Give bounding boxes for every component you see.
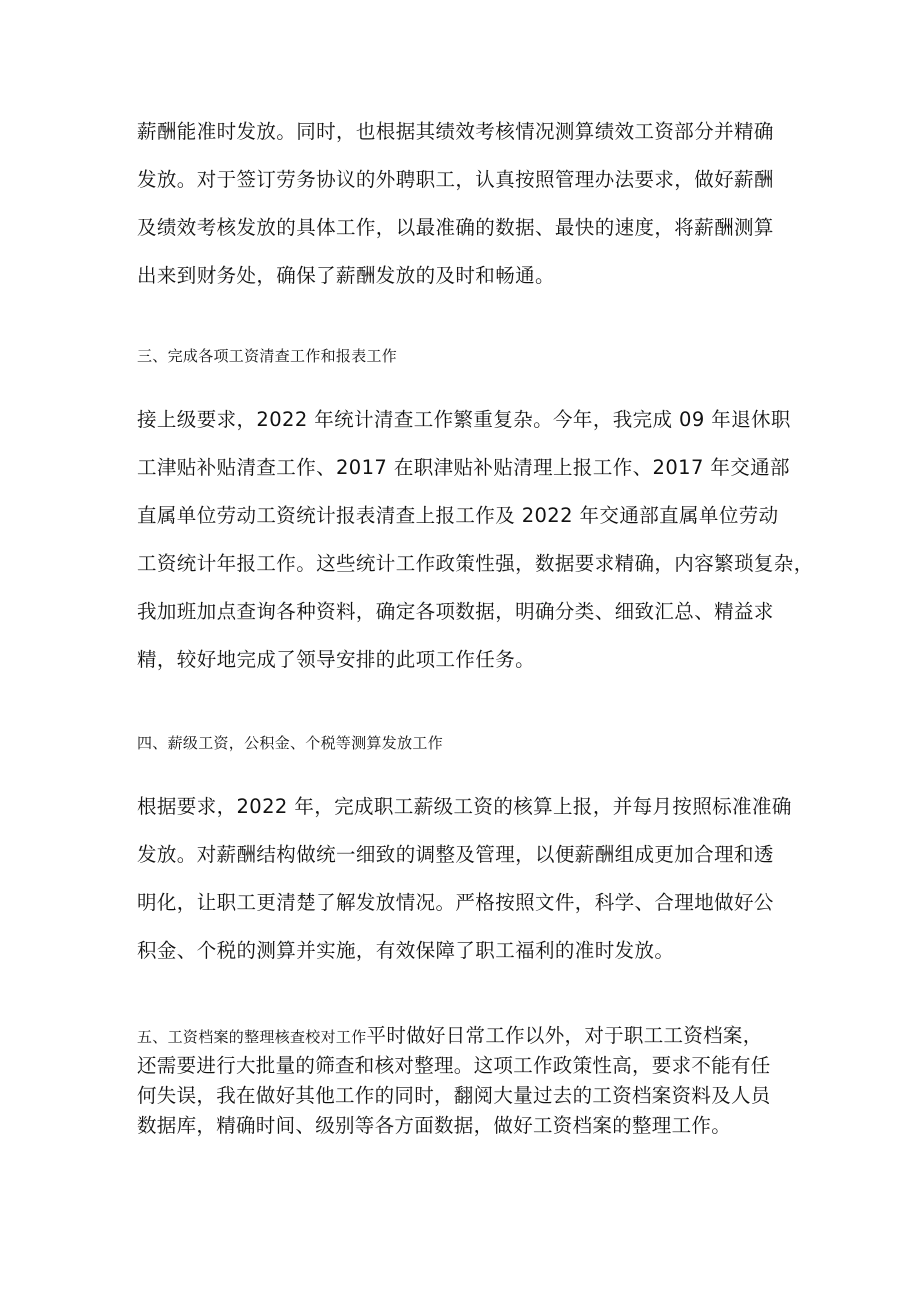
text-line: 直属单位劳动工资统计报表清查上报工作及 2022 年交通部直属单位劳动 xyxy=(137,504,779,527)
text-line: 出来到财务处，确保了薪酬发放的及时和畅通。 xyxy=(137,264,555,287)
text-line: 精，较好地完成了领导安排的此项工作任务。 xyxy=(137,648,536,671)
text-line: 数据库，精确时间、级别等各方面数据，做好工资档案的整理工作。 xyxy=(137,1114,732,1137)
text-line: 及绩效考核发放的具体工作，以最准确的数据、最快的速度，将薪酬测算 xyxy=(137,216,774,239)
text-line: 还需要进行大批量的筛查和核对整理。这项工作政策性高，要求不能有任 xyxy=(137,1054,771,1077)
text-line xyxy=(137,1021,787,1051)
section-5-first-line: 平时做好日常工作以外，对于职工工资档案， xyxy=(366,1024,763,1047)
text-line: 薪酬能准时发放。同时，也根据其绩效考核情况测算绩效工资部分并精确 xyxy=(137,120,774,143)
section-5-body xyxy=(137,1021,787,1141)
section-3-body xyxy=(137,396,814,684)
text-line: 根据要求，2022 年，完成职工薪级工资的核算上报，并每月按照标准准确 xyxy=(137,795,792,818)
text-line: 积金、个税的测算并实施，有效保障了职工福利的准时发放。 xyxy=(137,939,675,962)
section-5-heading: 五、工资档案的整理核查校对工作 xyxy=(137,1028,367,1046)
text-line: 明化，让职工更清楚了解发放情况。严格按照文件，科学、合理地做好公 xyxy=(137,891,774,914)
text-line: 发放。对薪酬结构做统一细致的调整及管理，以便薪酬组成更加合理和透 xyxy=(137,843,774,866)
text-line: 我加班加点查询各种资料，确定各项数据，明确分类、细致汇总、精益求 xyxy=(137,600,774,623)
section-3-heading: 三、完成各项工资清查工作和报表工作 xyxy=(137,347,398,365)
section-4-heading: 四、薪级工资，公积金、个税等测算发放工作 xyxy=(137,734,444,752)
text-line: 发放。对于签订劳务协议的外聘职工，认真按照管理办法要求，做好薪酬 xyxy=(137,168,774,191)
text-line: 何失误，我在做好其他工作的同时，翻阅大量过去的工资档案资料及人员 xyxy=(137,1084,771,1107)
text-line: 工资统计年报工作。这些统计工作政策性强，数据要求精确，内容繁琐复杂， xyxy=(137,552,814,575)
text-line: 工津贴补贴清查工作、2017 在职津贴补贴清理上报工作、2017 年交通部 xyxy=(137,456,790,479)
text-line: 接上级要求，2022 年统计清查工作繁重复杂。今年，我完成 09 年退休职 xyxy=(137,408,791,431)
paragraph-salary-payment xyxy=(137,108,787,300)
section-4-body xyxy=(137,783,792,975)
